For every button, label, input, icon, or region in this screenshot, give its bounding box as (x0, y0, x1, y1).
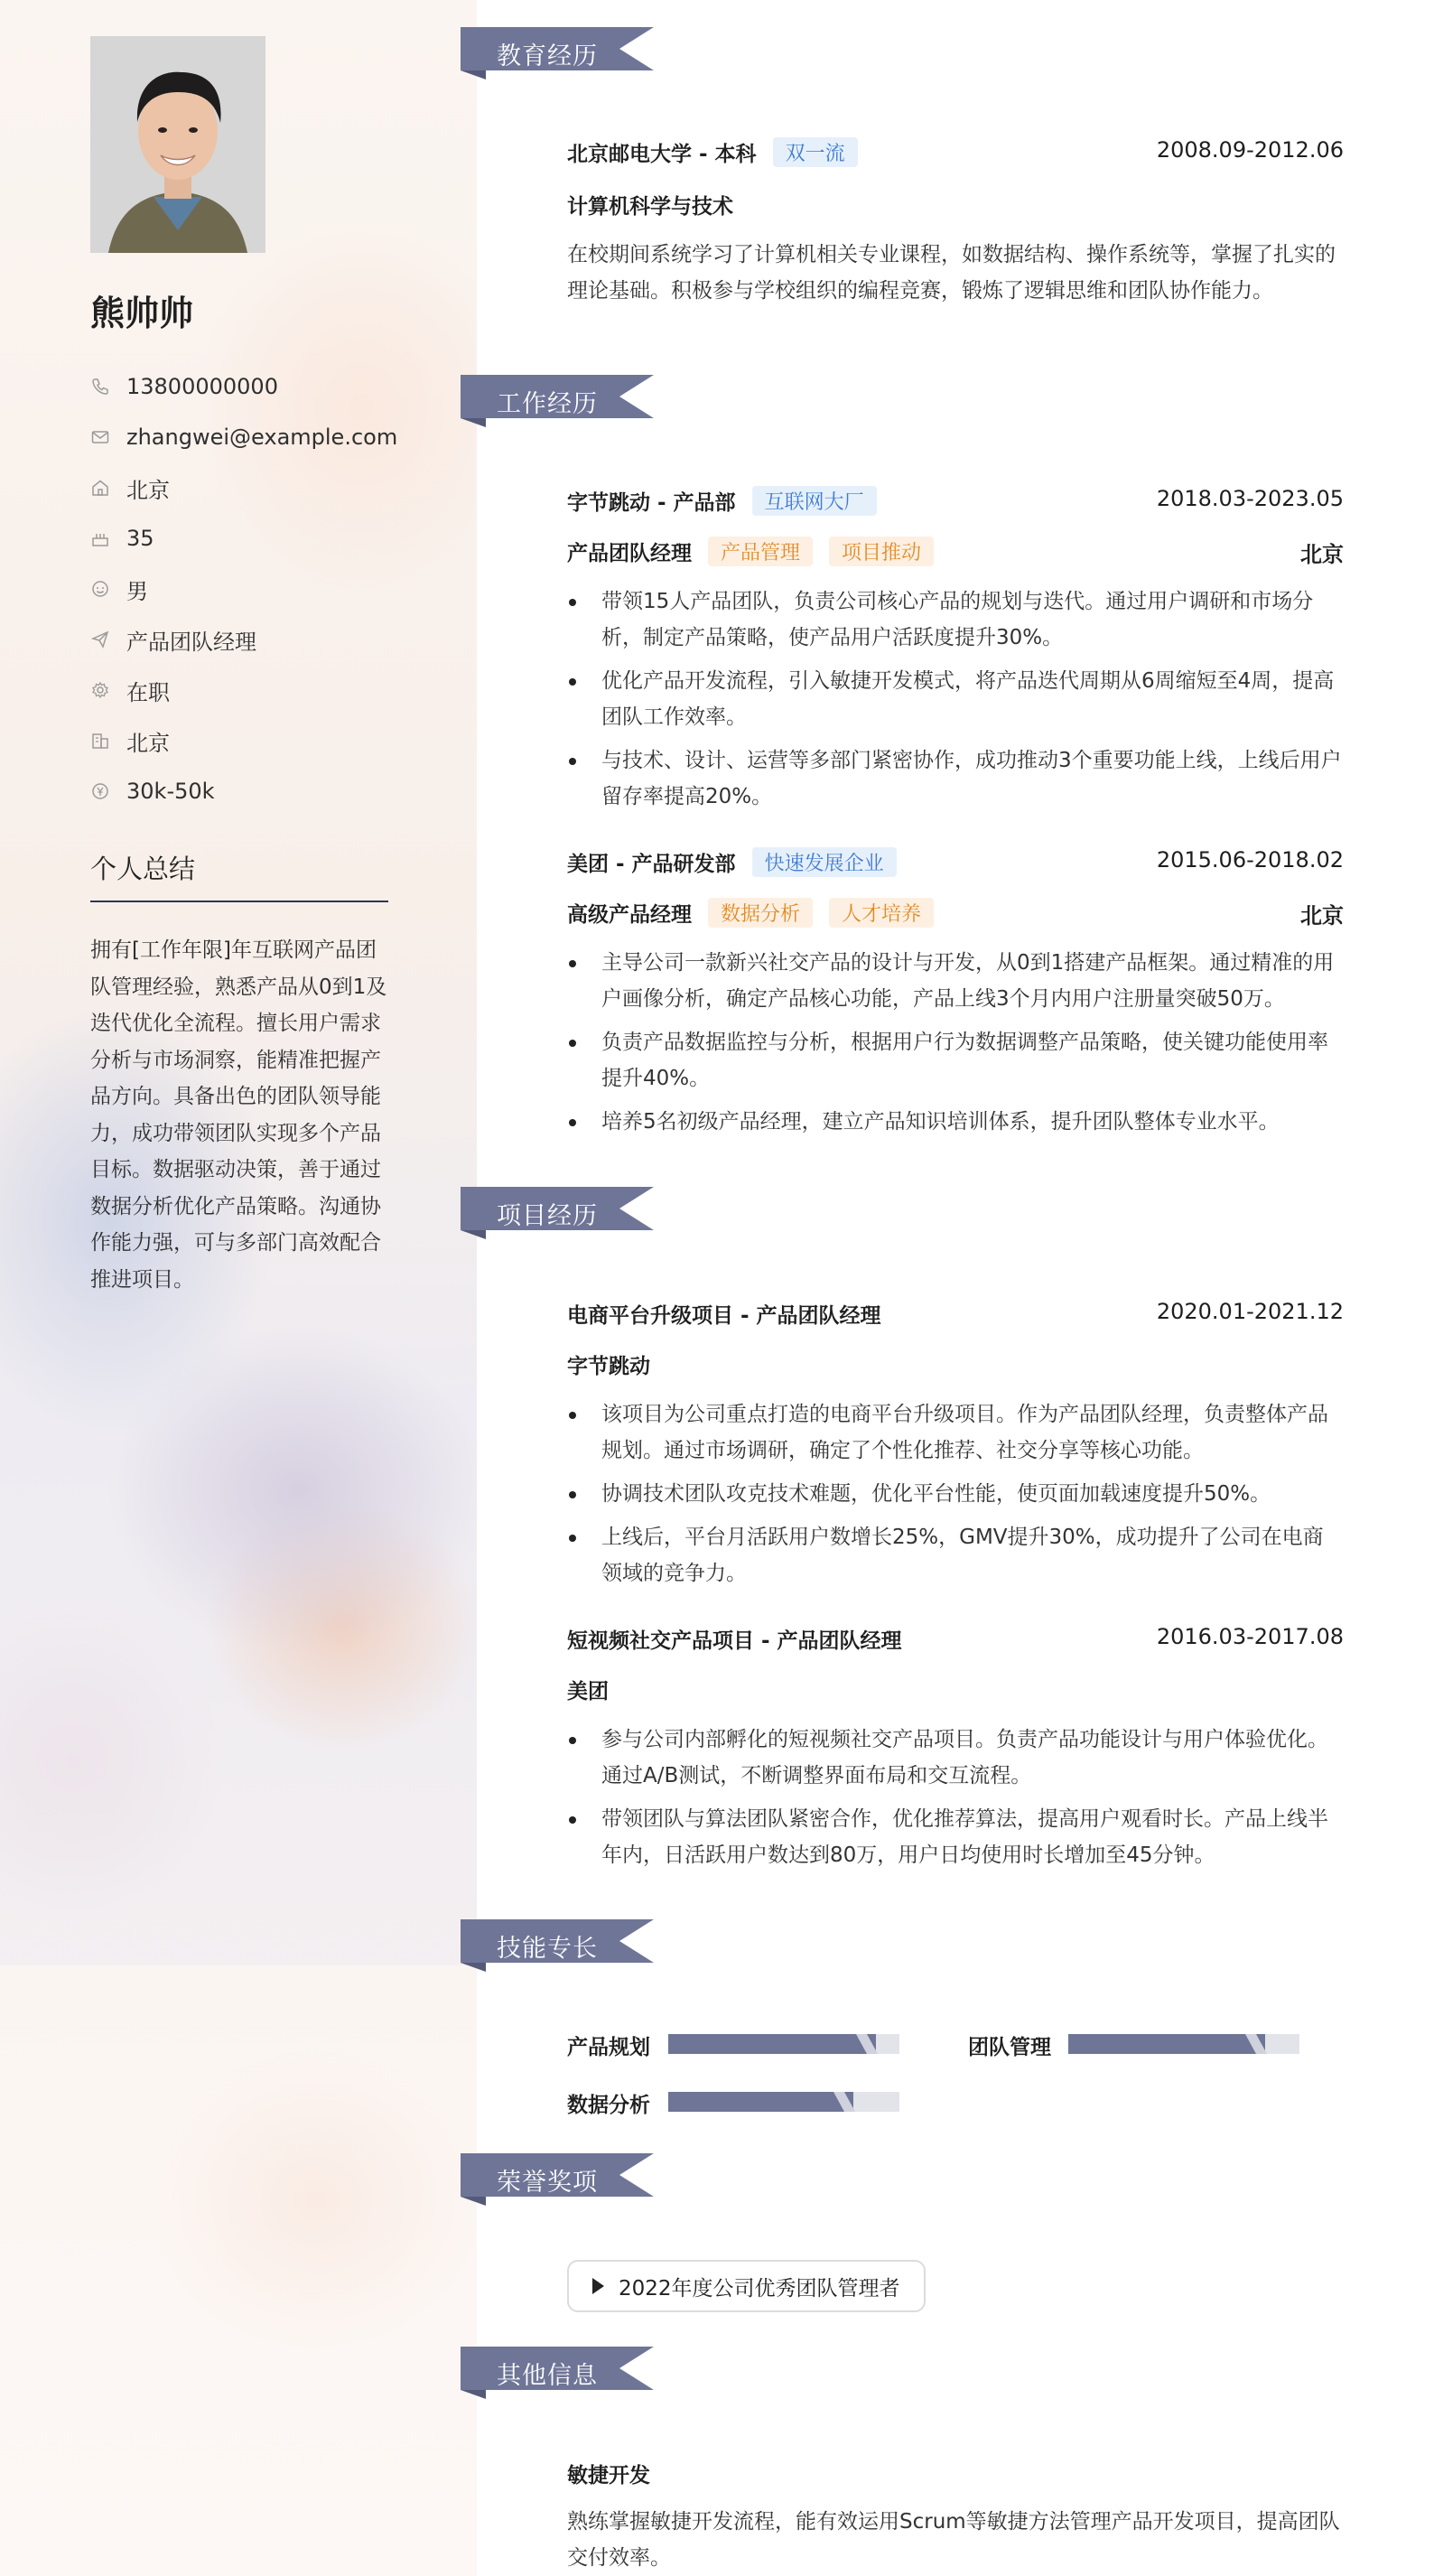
work-1-tag-1: 产品管理 (708, 537, 813, 566)
list-item: 与技术、设计、运营等多部门紧密协作，成功推动3个重要功能上线，上线后用户留存率提高20%。 (567, 742, 1344, 815)
summary-title: 个人总结 (90, 854, 196, 884)
info-job-title (90, 614, 397, 665)
work-1-bullets (567, 583, 1344, 822)
project-2-title: 短视频社交产品项目 - 产品团队经理 (567, 1629, 902, 1653)
project-1-bullets (567, 1396, 1344, 1599)
education-major: 计算机科学与技术 (567, 195, 733, 219)
face-icon (90, 579, 110, 599)
award-item[interactable] (567, 2260, 926, 2312)
award-label: 2022年度公司优秀团队管理者 (619, 2276, 900, 2301)
home-icon (90, 478, 110, 498)
project-1-header (567, 1299, 1344, 1329)
section-header-projects (461, 1187, 654, 1239)
work-2-company: 美团 - 产品研发部 (567, 853, 736, 876)
work-1-role: 产品团队经理 (567, 542, 692, 565)
list-item: 协调技术团队攻克技术难题，优化平台性能，使页面加载速度提升50%。 (567, 1476, 1344, 1512)
play-triangle-icon (592, 2278, 604, 2294)
list-item: 带领团队与算法团队紧密合作，优化推荐算法，提高用户观看时长。产品上线半年内，日活跃用户数达到80万，用户日均使用时长增加至45分钟。 (567, 1801, 1344, 1873)
contact-info-list (90, 361, 397, 817)
candidate-name: 熊帅帅 (90, 294, 194, 333)
education-school: 北京邮电大学 - 本科 (567, 143, 757, 166)
work-1-role-row (567, 537, 1344, 566)
section-title-education: 教育经历 (497, 42, 598, 70)
education-date: 2008.09-2012.06 (1156, 137, 1344, 163)
mail-icon (90, 427, 110, 447)
skill-2-bar (1068, 2034, 1299, 2054)
work-2-role-row (567, 898, 1344, 928)
education-desc: 在校期间系统学习了计算机相关专业课程，如数据结构、操作系统等，掌握了扎实的理论基础。积极参与学校组织的编程竞赛，锻炼了逻辑思维和团队协作能力。 (567, 243, 1336, 303)
project-2-bullets (567, 1722, 1344, 1881)
project-1-company: 字节跳动 (567, 1355, 650, 1378)
work-2-header (567, 847, 1344, 877)
summary-divider (90, 901, 388, 902)
skill-bar-tip (1245, 2034, 1267, 2054)
section-header-work (461, 375, 654, 427)
section-title-awards: 荣誉奖项 (497, 2169, 598, 2197)
gender-value: 男 (126, 578, 148, 604)
work-1-company: 字节跳动 - 产品部 (567, 491, 736, 515)
section-title-other: 其他信息 (497, 2362, 598, 2390)
section-header-skills (461, 1919, 654, 1972)
phone-value[interactable]: 13800000000 (126, 374, 278, 399)
list-item: 主导公司一款新兴社交产品的设计与开发，从0到1搭建产品框架。通过精准的用户画像分析，确定产品核心功能，产品上线3个月内用户注册量突破50万。 (567, 945, 1344, 1017)
target-city-value: 北京 (126, 730, 170, 756)
status-value: 在职 (126, 679, 170, 705)
work-1-company-tag: 互联网大厂 (752, 486, 877, 516)
salary-value: 30k-50k (126, 779, 215, 804)
work-2-city: 北京 (1300, 903, 1344, 929)
project-2-header (567, 1624, 1344, 1654)
send-icon (90, 630, 110, 649)
gear-icon (90, 680, 110, 700)
list-item: 上线后，平台月活跃用户数增长25%，GMV提升30%，成功提升了公司在电商领域的竞争力。 (567, 1519, 1344, 1591)
info-target-city (90, 715, 397, 766)
list-item: 培养5名初级产品经理，建立产品知识培训体系，提升团队整体专业水平。 (567, 1104, 1344, 1140)
info-salary (90, 766, 397, 817)
project-1-title: 电商平台升级项目 - 产品团队经理 (567, 1304, 881, 1328)
work-2-bullets (567, 945, 1344, 1147)
skill-1-bar (668, 2034, 899, 2054)
info-location (90, 462, 397, 513)
age-value: 35 (126, 526, 154, 551)
skill-3-fill (668, 2092, 853, 2112)
section-title-skills: 技能专长 (497, 1935, 598, 1963)
info-gender (90, 564, 397, 614)
project-1-date: 2020.01-2021.12 (1156, 1299, 1344, 1324)
info-age (90, 513, 397, 564)
skill-1-fill (668, 2034, 876, 2054)
list-item: 参与公司内部孵化的短视频社交产品项目。负责产品功能设计与用户体验优化。通过A/B测试，不断调整界面布局和交互流程。 (567, 1722, 1344, 1794)
section-header-other (461, 2347, 654, 2399)
skill-2-fill (1068, 2034, 1265, 2054)
section-title-projects: 项目经历 (497, 1202, 598, 1230)
email-value[interactable]: zhangwei@example.com (126, 425, 398, 450)
work-1-city: 北京 (1300, 542, 1344, 567)
skill-1-name: 产品规划 (567, 2036, 650, 2059)
info-phone (90, 361, 397, 412)
work-2-tag-2: 人才培养 (829, 898, 934, 928)
other-desc: 熟练掌握敏捷开发流程，能有效运用Scrum等敏捷方法管理产品开发项目，提高团队交付效率。 (567, 2510, 1340, 2570)
skill-3-name: 数据分析 (567, 2094, 650, 2117)
education-header (567, 137, 1344, 167)
project-2-date: 2016.03-2017.08 (1156, 1624, 1344, 1649)
sidebar-lower-background (0, 1965, 477, 2576)
list-item: 负责产品数据监控与分析，根据用户行为数据调整产品策略，使关键功能使用率提升40%。 (567, 1024, 1344, 1097)
work-1-tag-2: 项目推动 (829, 537, 934, 566)
building-icon (90, 731, 110, 751)
work-2-company-tag: 快速发展企业 (752, 847, 897, 877)
info-email (90, 412, 397, 462)
avatar (90, 36, 265, 253)
other-title: 敏捷开发 (567, 2464, 650, 2487)
work-1-date: 2018.03-2023.05 (1156, 486, 1344, 511)
info-status (90, 665, 397, 715)
project-2-company: 美团 (567, 1680, 609, 1703)
section-title-work: 工作经历 (497, 390, 598, 418)
yen-coin-icon (90, 781, 110, 801)
job-title-value: 产品团队经理 (126, 629, 256, 655)
skill-bar-tip (856, 2034, 878, 2054)
work-1-header (567, 486, 1344, 516)
location-value: 北京 (126, 477, 170, 503)
list-item: 带领15人产品团队，负责公司核心产品的规划与迭代。通过用户调研和市场分析，制定产品策略，使产品用户活跃度提升30%。 (567, 583, 1344, 656)
skill-3-bar (668, 2092, 899, 2112)
work-2-date: 2015.06-2018.02 (1156, 847, 1344, 873)
cake-icon (90, 528, 110, 548)
summary-text: 拥有[工作年限]年互联网产品团队管理经验，熟悉产品从0到1及迭代优化全流程。擅长用户需求分析与市场洞察，能精准把握产品方向。具备出色的团队领导能力，成功带领团队实现多个产品目标。数据驱动决策，善于通过数据分析优化产品策略。沟通协作能力强，可与多部门高效配合推进项目。 (90, 938, 387, 1292)
education-tag: 双一流 (773, 137, 858, 167)
phone-icon (90, 377, 110, 397)
skill-2-name: 团队管理 (968, 2036, 1051, 2059)
work-2-tag-1: 数据分析 (708, 898, 813, 928)
list-item: 优化产品开发流程，引入敏捷开发模式，将产品迭代周期从6周缩短至4周，提高团队工作效率。 (567, 663, 1344, 735)
section-header-awards (461, 2153, 654, 2206)
work-2-role: 高级产品经理 (567, 903, 692, 927)
section-header-education (461, 27, 654, 79)
list-item: 该项目为公司重点打造的电商平台升级项目。作为产品团队经理，负责整体产品规划。通过市场调研，确定了个性化推荐、社交分享等核心功能。 (567, 1396, 1344, 1469)
skill-bar-tip (833, 2092, 855, 2112)
